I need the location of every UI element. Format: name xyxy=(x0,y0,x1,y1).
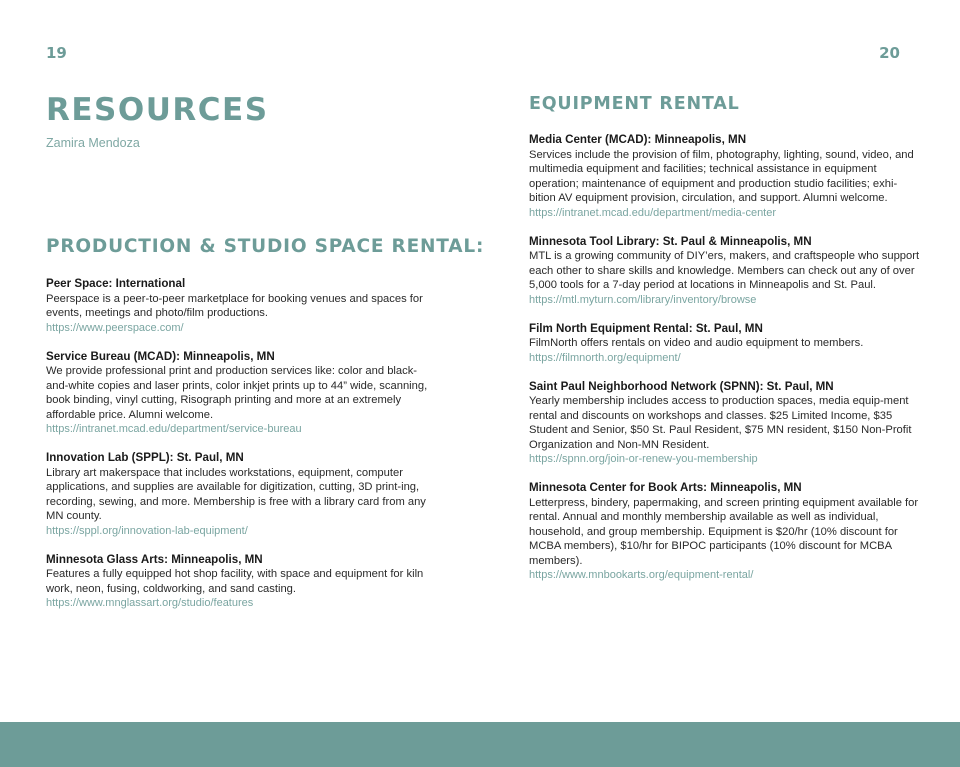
entry-description: Library art makerspace that includes workstations, equipment, computer applications, and supplies are available for digitization, cutting, 3D print-ing, recording, sewing, and more. Membership is free with a library card from any MN county. xyxy=(46,466,426,522)
entry-title: Media Center (MCAD): Minneapolis, MN xyxy=(529,133,747,146)
resource-entry xyxy=(46,277,438,335)
entry-title: Peer Space: International xyxy=(46,277,186,290)
page-title: RESOURCES xyxy=(46,92,269,128)
resource-entry xyxy=(46,553,438,611)
footer-band xyxy=(0,722,960,767)
entry-title: Minnesota Tool Library: St. Paul & Minneapolis, MN xyxy=(529,234,812,248)
equipment-rental-list xyxy=(529,133,921,597)
entry-description: MTL is a growing community of DIY’ers, makers, and craftspeople who support each other to share skills and knowledge. Members can check out any of over 5,000 tools for a 7-day period at locations in Minneapolis and St. Paul. xyxy=(529,250,920,291)
resource-entry xyxy=(46,451,438,538)
entry-title: Minnesota Center for Book Arts: Minneapolis, MN xyxy=(529,481,802,494)
entry-link[interactable]: https://mtl.myturn.com/library/inventory/browse xyxy=(529,293,757,306)
author-name: Zamira Mendoza xyxy=(46,136,140,150)
production-studio-heading: PRODUCTION & STUDIO SPACE RENTAL: xyxy=(46,236,485,257)
entry-link[interactable]: https://www.peerspace.com/ xyxy=(46,321,184,334)
entry-link[interactable]: https://www.mnglassart.org/studio/features xyxy=(46,597,254,609)
entry-description: Letterpress, bindery, papermaking, and screen printing equipment available for rental. Annual and monthly membership available as well as individual, household, and group membership. Equipment is $20/hr (10% discount for MCBA members), $10/hr for BIPOC participants (10% discount for MCBA members). xyxy=(529,496,919,567)
resource-entry xyxy=(529,235,921,308)
entry-title: Service Bureau (MCAD): Minneapolis, MN xyxy=(46,349,275,363)
entry-link[interactable]: https://spnn.org/join-or-renew-you-membership xyxy=(529,453,758,465)
entry-title: Innovation Lab (SPPL): St. Paul, MN xyxy=(46,451,244,464)
resource-entry xyxy=(529,481,921,583)
resource-entry xyxy=(529,322,921,366)
entry-link[interactable]: https://sppl.org/innovation-lab-equipment/ xyxy=(46,524,248,537)
entry-description: Features a fully equipped hot shop facility, with space and equipment for kiln work, neon, fusing, coldworking, and sand casting. xyxy=(46,568,424,595)
entry-title: Saint Paul Neighborhood Network (SPNN): St. Paul, MN xyxy=(529,379,834,393)
entry-link[interactable]: https://intranet.mcad.edu/department/service-bureau xyxy=(46,423,302,435)
page-number-left: 19 xyxy=(46,44,67,62)
entry-link[interactable]: https://intranet.mcad.edu/department/media-center xyxy=(529,206,777,219)
resource-entry xyxy=(46,350,438,437)
page-number-right: 20 xyxy=(879,44,900,62)
entry-title: Minnesota Glass Arts: Minneapolis, MN xyxy=(46,552,263,566)
entry-description: Peerspace is a peer-to-peer marketplace for booking venues and spaces for events, meetings and photo/film productions. xyxy=(46,292,423,319)
entry-title: Film North Equipment Rental: St. Paul, MN xyxy=(529,321,763,335)
resource-entry xyxy=(529,380,921,467)
entry-description: FilmNorth offers rentals on video and audio equipment to members. xyxy=(529,337,864,349)
resource-entry xyxy=(529,133,921,220)
equipment-rental-heading: EQUIPMENT RENTAL xyxy=(529,94,740,114)
entry-description: Yearly membership includes access to production spaces, media equip-ment rental and discounts on workshops and classes. $25 Limited Income, $35 Student and Senior, $50 St. Paul Resident, $75 MN resident, $150 Non-Profit Organization and Non-MN Resident. xyxy=(529,395,912,451)
production-studio-list xyxy=(46,277,438,625)
entry-description: We provide professional print and production services like: color and black-and-white copies and laser prints, color inkjet prints up to 44” wide, scanning, book binding, vinyl cutting, Risograph printing and more at an extremely affordable price. Alumni welcome. xyxy=(46,365,428,421)
entry-link[interactable]: https://filmnorth.org/equipment/ xyxy=(529,351,681,364)
entry-description: Services include the provision of film, photography, lighting, sound, video, and multimedia equipment and facilities; technical assistance in equipment operation; maintenance of equipment and production studio facilities; exhi-bition AV equipment provision, circulation, and support. Alumni welcome. xyxy=(529,148,914,204)
entry-link[interactable]: https://www.mnbookarts.org/equipment-rental/ xyxy=(529,569,754,581)
